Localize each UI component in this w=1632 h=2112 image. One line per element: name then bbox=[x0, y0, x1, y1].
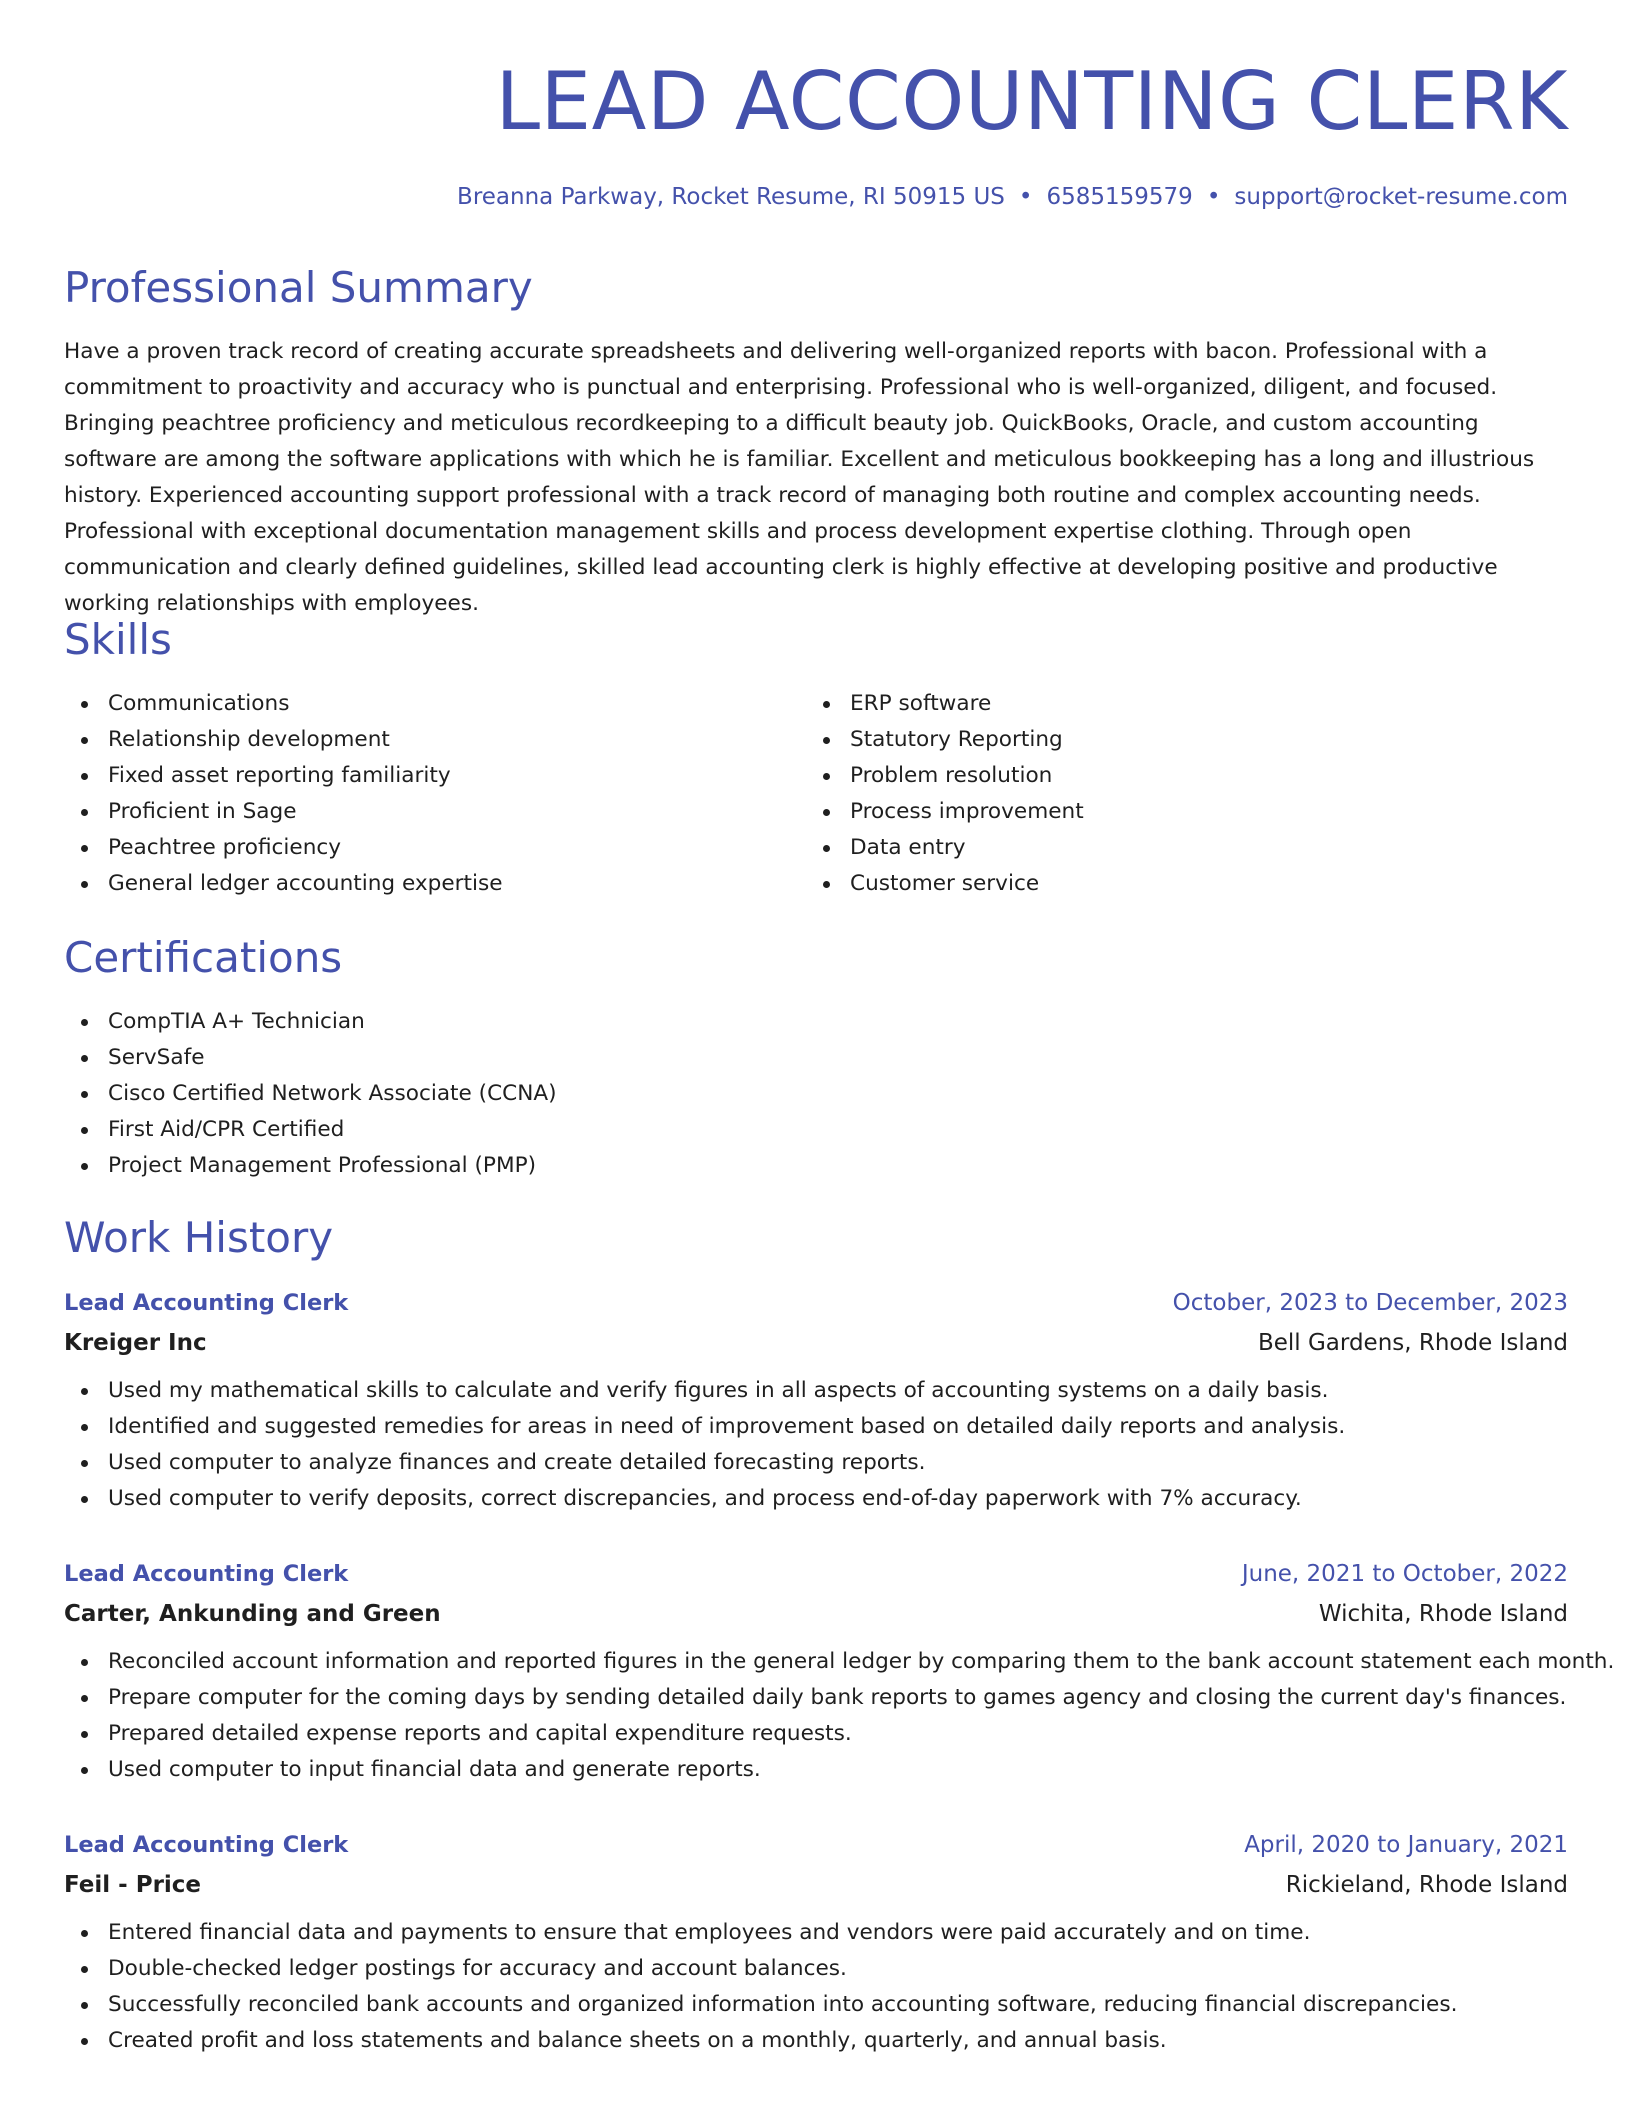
job-bullet: Used computer to verify deposits, correct discrepancies, and process end-of-day paperwork with 7% accuracy. bbox=[64, 1481, 1568, 1517]
certifications-block bbox=[64, 1004, 557, 1184]
contact-line bbox=[457, 180, 1568, 214]
certification-item: Project Management Professional (PMP) bbox=[64, 1148, 557, 1184]
contact-separator: • bbox=[1206, 184, 1221, 210]
contact-email[interactable]: support@rocket-resume.com bbox=[1234, 184, 1568, 210]
job-title: Lead Accounting Clerk bbox=[64, 1561, 349, 1587]
job-bullet: Reconciled account information and reported figures in the general ledger by comparing them to the bank account statement each month. bbox=[64, 1644, 1568, 1680]
certification-item: CompTIA A+ Technician bbox=[64, 1004, 557, 1040]
job-entry bbox=[64, 1554, 1615, 1788]
certification-item: ServSafe bbox=[64, 1040, 557, 1076]
certification-item: Cisco Certified Network Associate (CCNA) bbox=[64, 1076, 557, 1112]
job-location: Rickieland, Rhode Island bbox=[1285, 1872, 1568, 1898]
contact-address: Breanna Parkway, Rocket Resume, RI 50915 US bbox=[457, 184, 1005, 210]
skill-item: Problem resolution bbox=[806, 758, 1084, 794]
job-header-row bbox=[64, 1554, 1568, 1594]
contact-separator: • bbox=[1018, 184, 1033, 210]
summary-heading: Professional Summary bbox=[64, 263, 533, 312]
job-company: Feil - Price bbox=[64, 1872, 202, 1898]
job-location: Wichita, Rhode Island bbox=[1318, 1601, 1568, 1627]
job-dates: June, 2021 to October, 2022 bbox=[1241, 1561, 1568, 1587]
certifications-heading: Certifications bbox=[64, 933, 343, 982]
skills-right-column bbox=[806, 686, 1084, 902]
skill-item: Proficient in Sage bbox=[64, 794, 503, 830]
skill-item: Process improvement bbox=[806, 794, 1084, 830]
skill-item: Peachtree proficiency bbox=[64, 830, 503, 866]
skill-item: Data entry bbox=[806, 830, 1084, 866]
job-bullet: Used computer to analyze finances and create detailed forecasting reports. bbox=[64, 1445, 1568, 1481]
contact-phone: 6585159579 bbox=[1046, 184, 1193, 210]
job-bullet: Prepared detailed expense reports and capital expenditure requests. bbox=[64, 1716, 1568, 1752]
skills-heading: Skills bbox=[64, 615, 172, 664]
job-bullets bbox=[64, 1373, 1568, 1517]
job-header-row bbox=[64, 1825, 1568, 1865]
skills-left-column bbox=[64, 686, 503, 902]
work-history-heading: Work History bbox=[64, 1213, 334, 1262]
job-title: Lead Accounting Clerk bbox=[64, 1832, 349, 1858]
certifications-list bbox=[64, 1004, 557, 1184]
job-dates: October, 2023 to December, 2023 bbox=[1172, 1290, 1568, 1316]
job-bullet: Used computer to input financial data and generate reports. bbox=[64, 1752, 1568, 1788]
skill-item: Statutory Reporting bbox=[806, 722, 1084, 758]
job-company: Kreiger Inc bbox=[64, 1330, 207, 1356]
job-company: Carter, Ankunding and Green bbox=[64, 1601, 441, 1627]
certification-item: First Aid/CPR Certified bbox=[64, 1112, 557, 1148]
job-dates: April, 2020 to January, 2021 bbox=[1244, 1832, 1568, 1858]
job-bullet: Entered financial data and payments to ensure that employees and vendors were paid accurately and on time. bbox=[64, 1915, 1568, 1951]
skill-item: Fixed asset reporting familiarity bbox=[64, 758, 503, 794]
job-bullet: Prepare computer for the coming days by sending detailed daily bank reports to games agency and closing the current day's finances. bbox=[64, 1680, 1568, 1716]
job-company-row bbox=[64, 1323, 1568, 1363]
job-location: Bell Gardens, Rhode Island bbox=[1257, 1330, 1568, 1356]
job-company-row bbox=[64, 1865, 1568, 1905]
resume-title: LEAD ACCOUNTING CLERK bbox=[495, 55, 1568, 148]
job-header-row bbox=[64, 1283, 1568, 1323]
skill-item: Relationship development bbox=[64, 722, 503, 758]
job-bullet: Identified and suggested remedies for areas in need of improvement based on detailed daily reports and analysis. bbox=[64, 1409, 1568, 1445]
job-bullets bbox=[64, 1915, 1568, 2059]
job-bullet: Created profit and loss statements and balance sheets on a monthly, quarterly, and annual basis. bbox=[64, 2023, 1568, 2059]
skill-item: Customer service bbox=[806, 866, 1084, 902]
job-company-row bbox=[64, 1594, 1568, 1634]
skills-list-left bbox=[64, 686, 503, 902]
job-entry bbox=[64, 1283, 1568, 1517]
job-entry bbox=[64, 1825, 1568, 2059]
skill-item: ERP software bbox=[806, 686, 1084, 722]
job-bullet: Double-checked ledger postings for accuracy and account balances. bbox=[64, 1951, 1568, 1987]
skill-item: General ledger accounting expertise bbox=[64, 866, 503, 902]
job-bullets bbox=[64, 1644, 1615, 1788]
job-title: Lead Accounting Clerk bbox=[64, 1290, 349, 1316]
job-bullet: Successfully reconciled bank accounts and organized information into accounting software, reducing financial discrepancies. bbox=[64, 1987, 1568, 2023]
job-bullet: Used my mathematical skills to calculate and verify figures in all aspects of accounting systems on a daily basis. bbox=[64, 1373, 1568, 1409]
skill-item: Communications bbox=[64, 686, 503, 722]
skills-list-right bbox=[806, 686, 1084, 902]
summary-text: Have a proven track record of creating accurate spreadsheets and delivering well-organized reports with bacon. Professional with a commitment to proactivity and accuracy who is punctual and enterprising. Professional who is well-organized, diligent, and focused. Bringing peachtree proficiency and meticulous recordkeeping to a difficult beauty job. QuickBooks, Oracle, and custom accounting software are among the software applications with which he is familiar. Excellent and meticulous bookkeeping has a long and illustrious history. Experienced accounting support professional with a track record of managing both routine and complex accounting needs. Professional with exceptional documentation management skills and process development expertise clothing. Through open communication and clearly defined guidelines, skilled lead accounting clerk is highly effective at developing positive and productive working relationships with employees. bbox=[64, 339, 1535, 616]
